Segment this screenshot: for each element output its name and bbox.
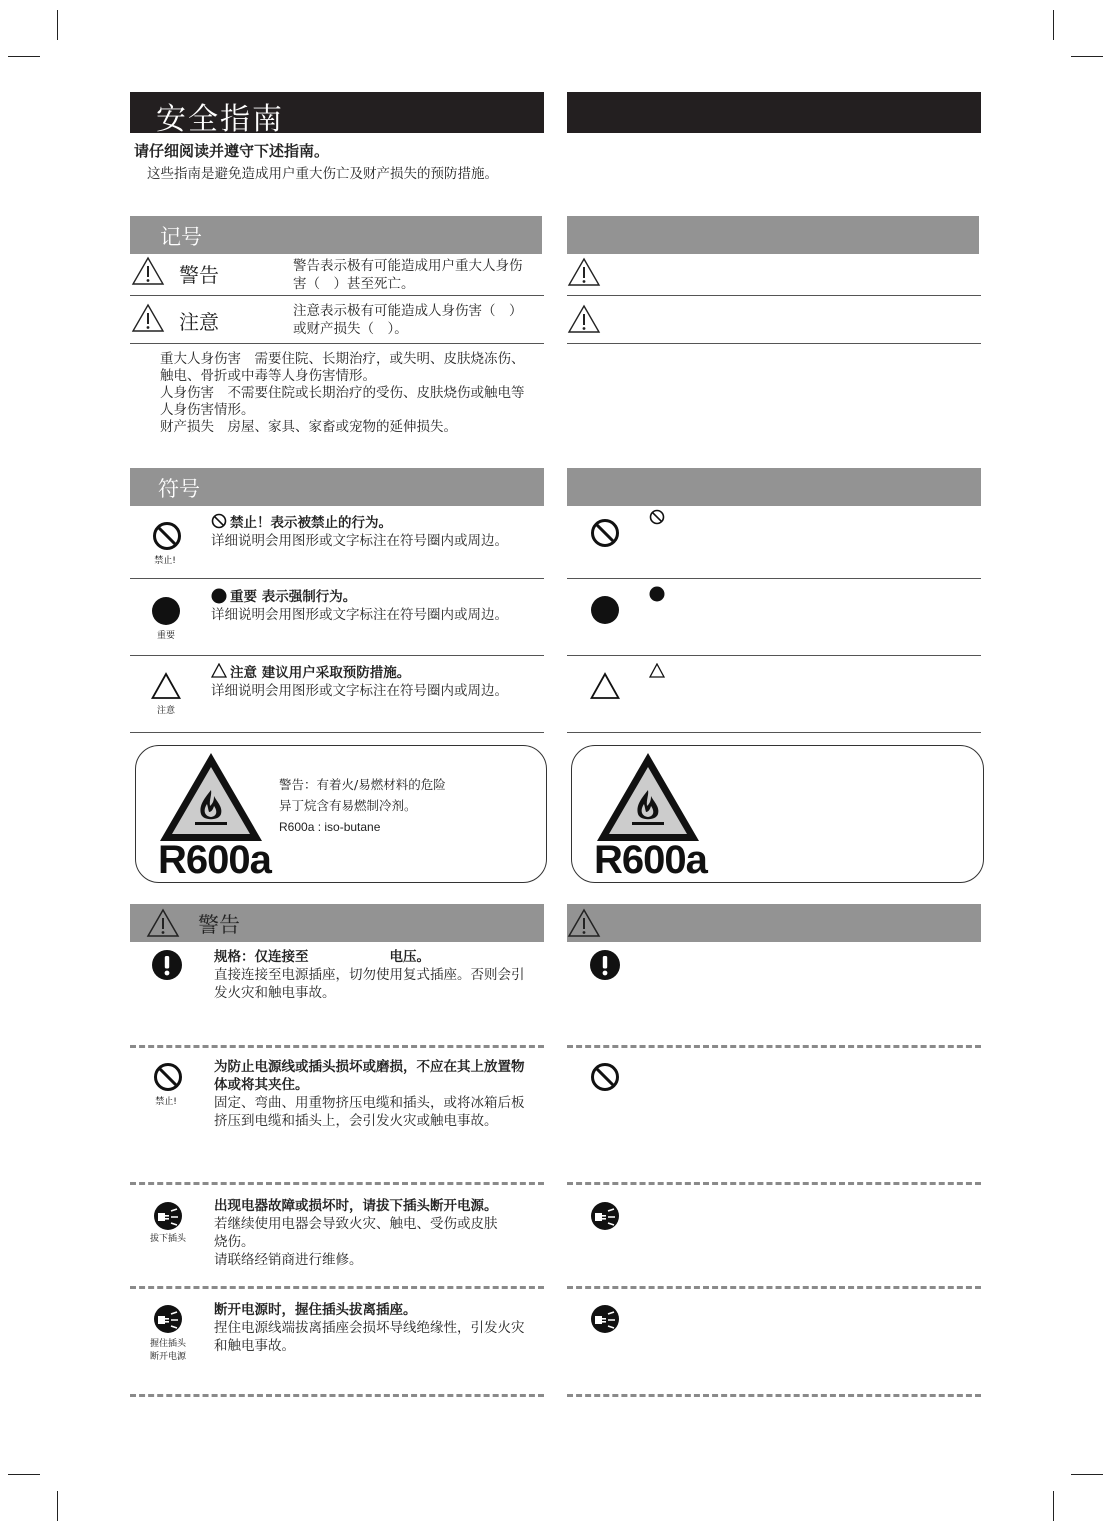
marks-note: 触电、骨折或中毒等人身伤害情形。 <box>160 368 376 384</box>
page-intro: 这些指南是避免造成用户重大伤亡及财产损失的预防措施。 <box>147 166 498 182</box>
warning-section-title: 警告 <box>198 913 240 937</box>
marks-section-header <box>130 216 542 254</box>
warning-item-heading: 规格：仅连接至 电压。 <box>214 949 430 965</box>
caution-triangle-icon <box>131 303 165 333</box>
prohibit-icon <box>152 521 182 551</box>
page-title: 安全指南 <box>156 102 284 137</box>
warning-triangle-icon <box>567 257 601 287</box>
divider <box>130 655 544 656</box>
divider <box>130 578 544 579</box>
caution-small-icon <box>649 663 665 678</box>
prohibit-desc: 详细说明会用图形或文字标注在符号圈内或周边。 <box>211 533 508 549</box>
flammable-code: R600a <box>158 838 271 882</box>
marks-note: 重大人身伤害 需要住院、长期治疗，或失明、皮肤烧冻伤、 <box>160 351 525 367</box>
divider <box>130 732 544 733</box>
divider <box>567 578 981 579</box>
warning-desc-line2: 害（ ）甚至死亡。 <box>293 276 415 292</box>
warning-item-desc: 固定、弯曲、用重物挤压电缆和插头，或将冰箱后板 <box>214 1095 525 1111</box>
warning-triangle-icon <box>567 908 601 938</box>
crop-mark <box>57 1491 58 1521</box>
warning-item-heading: 出现电器故障或损坏时，请拔下插头断开电源。 <box>214 1198 498 1214</box>
crop-mark <box>8 1474 40 1475</box>
warning-item-desc: 捏住电源线端拔离插座会损坏导线绝缘性，引发火灾 <box>214 1320 525 1336</box>
unplug-icon <box>590 1304 620 1334</box>
caution-desc-line2: 或财产损失（ ）。 <box>293 321 408 337</box>
crop-mark <box>1053 1491 1054 1521</box>
unplug-icon <box>153 1304 183 1334</box>
caution-desc-line1: 注意表示极有可能造成人身伤害（ ） <box>293 303 523 319</box>
caution-triangle-icon <box>567 304 601 334</box>
marks-note: 财产损失 房屋、家具、家畜或宠物的延伸损失。 <box>160 419 457 435</box>
prohibit-icon <box>590 1062 620 1092</box>
divider <box>567 732 981 733</box>
dashed-divider <box>567 1394 981 1397</box>
prohibit-heading: 禁止！表示被禁止的行为。 <box>230 515 392 531</box>
crop-mark <box>8 56 40 57</box>
warning-item-desc: 和触电事故。 <box>214 1338 295 1354</box>
divider <box>130 343 544 344</box>
caution-label: 注意 <box>179 310 219 334</box>
caution-small-icon <box>211 663 227 678</box>
important-desc: 详细说明会用图形或文字标注在符号圈内或周边。 <box>211 607 508 623</box>
divider <box>567 655 981 656</box>
warning-item-heading: 断开电源时，握住插头拔离插座。 <box>214 1302 417 1318</box>
caution-symbol-icon <box>590 672 620 700</box>
unplug-label: 拔下插头 <box>149 1234 186 1244</box>
mandatory-exclamation-icon <box>589 949 621 981</box>
dashed-divider <box>567 1286 981 1289</box>
unplug-icon <box>590 1201 620 1231</box>
prohibit-label: 禁止! <box>155 1097 177 1107</box>
important-circle-icon <box>590 595 620 625</box>
page-title-bar <box>130 92 544 137</box>
divider <box>130 295 544 296</box>
dashed-divider <box>130 1394 544 1397</box>
marks-note: 人身伤害 不需要住院或长期治疗的受伤、皮肤烧伤或触电等 <box>160 385 525 401</box>
dashed-divider <box>130 1286 544 1289</box>
marks-section-header-right <box>567 216 979 254</box>
caution-symbol-icon <box>151 672 181 700</box>
hold-plug-label: 握住插头 <box>149 1339 186 1349</box>
dashed-divider <box>567 1182 981 1185</box>
important-circle-icon <box>151 596 181 626</box>
warning-desc-line1: 警告表示极有可能造成用户重大人身伤 <box>293 258 523 274</box>
prohibit-icon <box>590 518 620 548</box>
dashed-divider <box>567 1045 981 1048</box>
warning-triangle-icon <box>131 256 165 286</box>
symbols-section-header-right <box>567 468 981 506</box>
hold-plug-label: 断开电源 <box>149 1352 186 1362</box>
page-subtitle: 请仔细阅读并遵守下述指南。 <box>134 142 330 160</box>
prohibit-icon <box>153 1062 183 1092</box>
warning-item-desc: 请联络经销商进行维修。 <box>214 1252 363 1268</box>
warning-label: 警告 <box>179 263 219 287</box>
symbols-section-header <box>130 468 544 506</box>
important-small-icon <box>211 588 227 604</box>
divider <box>567 295 981 296</box>
flammable-warning-icon <box>594 750 702 844</box>
caution-symbol-desc: 详细说明会用图形或文字标注在符号圈内或周边。 <box>211 683 508 699</box>
flammable-warning-icon <box>157 750 265 844</box>
dashed-divider <box>130 1045 544 1048</box>
dashed-divider <box>130 1182 544 1185</box>
warning-triangle-icon <box>146 908 180 938</box>
warning-item-desc: 直接连接至电源插座，切勿使用复式插座。否则会引 <box>214 967 525 983</box>
important-label: 重要 <box>156 631 175 641</box>
warning-item-desc: 发火灾和触电事故。 <box>214 985 336 1001</box>
mandatory-exclamation-icon <box>151 949 183 981</box>
flammable-line1: 警告：有着火/易燃材料的危险 <box>279 777 446 792</box>
crop-mark <box>1071 1474 1103 1475</box>
warning-section-header-right <box>567 904 981 942</box>
warning-item-heading: 为防止电源线或插头损坏或磨损，不应在其上放置物 <box>214 1059 525 1075</box>
flammable-code: R600a <box>594 838 707 882</box>
important-small-icon <box>649 586 665 602</box>
crop-mark <box>1053 10 1054 40</box>
warning-section-header <box>130 904 544 942</box>
flammable-line3: R600a : iso-butane <box>279 820 381 834</box>
symbols-section-title: 符号 <box>158 477 200 501</box>
caution-symbol-label: 注意 <box>156 706 175 716</box>
unplug-icon <box>153 1201 183 1231</box>
prohibit-small-icon <box>211 513 227 529</box>
important-heading: 重要 表示强制行为。 <box>230 589 357 605</box>
divider <box>567 343 981 344</box>
warning-item-desc: 若继续使用电器会导致火灾、触电、受伤或皮肤 <box>214 1216 498 1232</box>
warning-item-heading: 体或将其夹住。 <box>214 1077 309 1093</box>
warning-item-desc: 挤压到电缆和插头上，会引发火灾或触电事故。 <box>214 1113 498 1129</box>
page-title-bar-right <box>567 92 981 133</box>
prohibit-label: 禁止! <box>154 556 176 566</box>
marks-note: 人身伤害情形。 <box>160 402 255 418</box>
crop-mark <box>57 10 58 40</box>
prohibit-small-icon <box>649 509 665 525</box>
warning-item-desc: 烧伤。 <box>214 1234 255 1250</box>
marks-section-title: 记号 <box>160 225 202 249</box>
crop-mark <box>1071 56 1103 57</box>
caution-symbol-heading: 注意 建议用户采取预防措施。 <box>230 665 411 681</box>
flammable-line2: 异丁烷含有易燃制冷剂。 <box>279 798 417 813</box>
